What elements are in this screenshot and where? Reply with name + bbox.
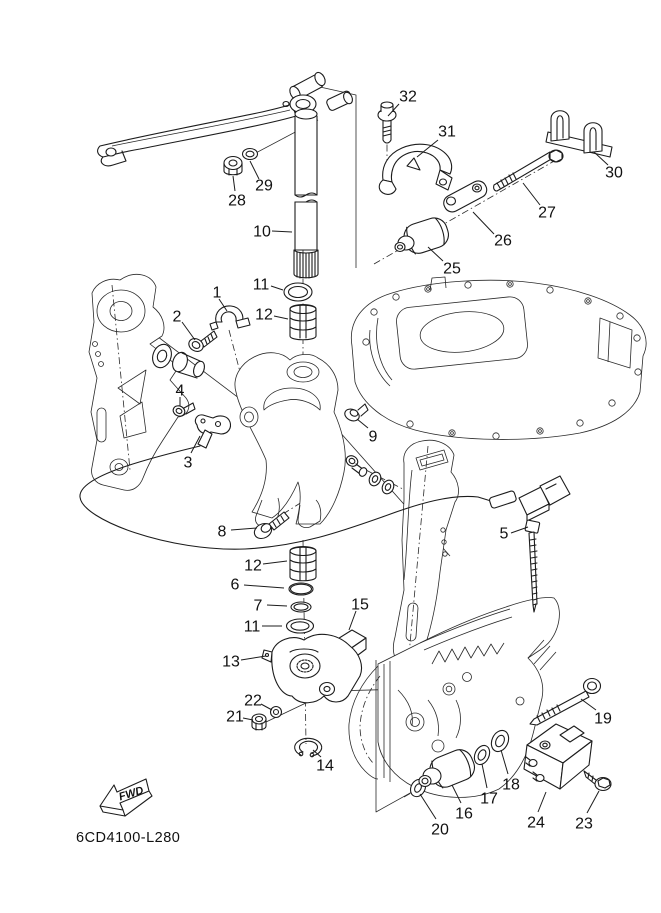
callout-25: 25 xyxy=(443,260,461,278)
callout-2: 2 xyxy=(172,308,182,326)
callout-22: 22 xyxy=(244,692,262,710)
leader-line-9 xyxy=(357,419,368,428)
callout-5: 5 xyxy=(499,525,509,543)
callout-3: 3 xyxy=(183,454,193,472)
callout-21: 21 xyxy=(226,708,244,726)
nut-21 xyxy=(252,714,266,730)
bolt-23 xyxy=(584,771,611,791)
callout-20: 20 xyxy=(431,821,449,839)
callout-31: 31 xyxy=(438,123,456,141)
leader-line-15 xyxy=(349,611,356,630)
cable-connector xyxy=(519,476,570,521)
bracket-24 xyxy=(524,724,592,789)
oring-7 xyxy=(291,602,311,612)
callout-26: 26 xyxy=(494,232,512,250)
callout-13: 13 xyxy=(222,653,240,671)
leader-line-22 xyxy=(261,704,272,710)
callout-10: 10 xyxy=(253,223,271,241)
callout-17: 17 xyxy=(480,790,498,808)
leader-line-12 xyxy=(274,316,288,319)
callout-16: 16 xyxy=(455,805,473,823)
callout-9: 9 xyxy=(368,428,378,446)
leader-line-2 xyxy=(182,322,195,340)
callout-11: 11 xyxy=(252,276,270,294)
leader-line-19 xyxy=(581,699,596,710)
washer-29 xyxy=(243,149,258,160)
callout-14: 14 xyxy=(316,757,334,775)
grease-fitting xyxy=(344,454,368,478)
callout-28: 28 xyxy=(228,192,246,210)
bolt-9 xyxy=(343,404,368,423)
leader-line-27 xyxy=(523,183,540,205)
callout-18: 18 xyxy=(502,776,520,794)
nut-28 xyxy=(224,157,242,176)
leader-line-20 xyxy=(420,794,436,819)
callout-24: 24 xyxy=(527,814,545,832)
leader-line-25 xyxy=(428,247,443,261)
callout-12: 12 xyxy=(244,557,262,575)
trim-switch-3 xyxy=(195,415,230,448)
washer-11-lower xyxy=(287,619,314,633)
callout-29: 29 xyxy=(255,177,273,195)
bracket-31 xyxy=(379,144,452,194)
bushing-12-lower xyxy=(290,547,316,581)
callout-1: 1 xyxy=(212,284,222,302)
leader-line-10 xyxy=(272,231,292,232)
bottom-cowling-pan xyxy=(351,277,646,439)
leader-line-12 xyxy=(263,561,287,564)
fwd-arrow xyxy=(100,779,152,816)
leader-line-24 xyxy=(538,792,546,812)
steering-shaft-10 xyxy=(294,109,318,278)
callout-15: 15 xyxy=(351,596,369,614)
callout-23: 23 xyxy=(575,815,593,833)
swivel-bracket xyxy=(235,353,345,528)
callout-6: 6 xyxy=(230,576,240,594)
callout-27: 27 xyxy=(538,204,556,222)
bushing-12-upper xyxy=(290,305,316,340)
clamp-1 xyxy=(210,306,250,330)
cable-sleeve xyxy=(489,490,517,508)
pivot-washers xyxy=(367,470,396,495)
callout-7: 7 xyxy=(253,597,263,615)
leader-line-23 xyxy=(587,791,599,813)
callout-11: 11 xyxy=(243,618,261,636)
leader-line-28 xyxy=(233,176,235,191)
fwd-label: FWD xyxy=(117,784,146,804)
mount-housing-13 xyxy=(262,634,362,702)
washer-22 xyxy=(271,707,282,718)
callout-8: 8 xyxy=(217,523,227,541)
leader-line-29 xyxy=(250,161,259,179)
port-clamp-bracket xyxy=(89,274,189,490)
callout-30: 30 xyxy=(605,164,623,182)
leader-line-6 xyxy=(244,585,284,588)
callout-32: 32 xyxy=(399,88,417,106)
leader-line-11 xyxy=(271,286,283,290)
callout-19: 19 xyxy=(594,710,612,728)
callout-4: 4 xyxy=(175,382,185,400)
leader-line-8 xyxy=(231,528,257,530)
bolt-27 xyxy=(494,150,563,191)
drawing-code: 6CD4100-L280 xyxy=(76,830,181,846)
oring-6 xyxy=(289,583,313,595)
bolt-32 xyxy=(378,102,396,143)
callout-12: 12 xyxy=(255,306,273,324)
leader-line-7 xyxy=(267,605,287,606)
oring-11-upper xyxy=(284,283,312,301)
leader-line-26 xyxy=(473,212,494,234)
damper-25 xyxy=(395,215,452,257)
